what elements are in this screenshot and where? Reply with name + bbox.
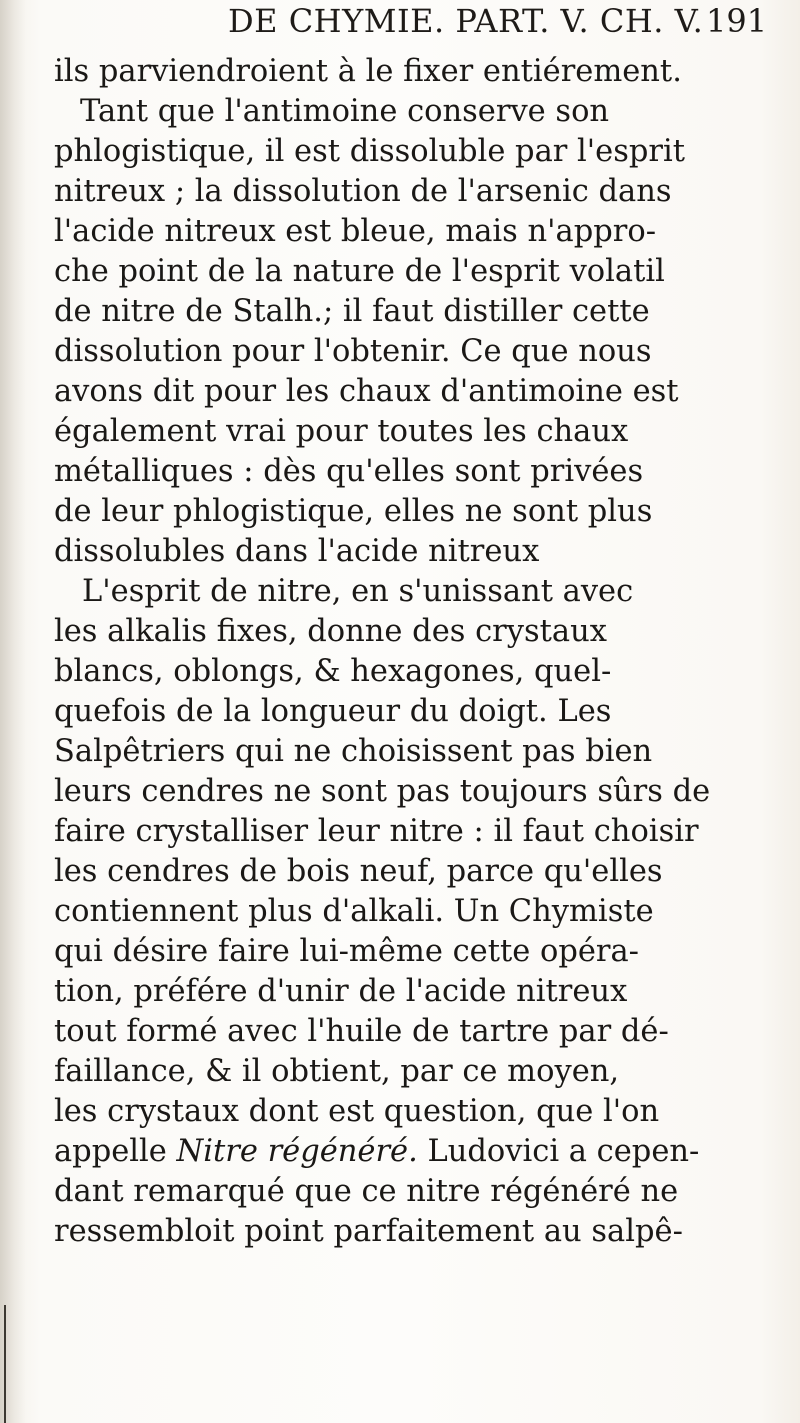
text-line: nitreux ; la dissolution de l'arsenic dans [54, 174, 672, 209]
text-line: Tant que l'antimoine conserve son [80, 94, 610, 129]
text-line: Salpêtriers qui ne choisissent pas bien [54, 734, 653, 769]
text-line: che point de la nature de l'esprit volatil [54, 254, 665, 289]
text-line: qui désire faire lui-même cette opéra- [54, 934, 639, 969]
text-line: métalliques : dès qu'elles sont privées [54, 454, 644, 489]
text-line: dissolution pour l'obtenir. Ce que nous [54, 334, 652, 369]
text-line: les alkalis fixes, donne des crystaux [54, 614, 607, 649]
text-line: leurs cendres ne sont pas toujours sûrs de [54, 774, 711, 809]
running-head [0, 0, 800, 50]
margin-rule [4, 1305, 6, 1423]
text-line: également vrai pour toutes les chaux [54, 414, 629, 449]
text-line: dissolubles dans l'acide nitreux [54, 534, 540, 569]
text-line: tion, préfére d'unir de l'acide nitreux [54, 974, 628, 1009]
text-line: blancs, oblongs, & hexagones, quel- [54, 654, 612, 689]
text-line: contiennent plus d'alkali. Un Chymiste [54, 894, 654, 929]
text-run: appelle [54, 1134, 167, 1169]
text-line: l'acide nitreux est bleue, mais n'appro- [54, 214, 657, 249]
text-line: quefois de la longueur du doigt. Les [54, 694, 612, 729]
text-line: avons dit pour les chaux d'antimoine est [54, 374, 679, 409]
text-line: les crystaux dont est question, que l'on [54, 1094, 660, 1129]
text-line: les cendres de bois neuf, parce qu'elles [54, 854, 663, 889]
text-line: ils parviendroient à le fixer entiérement. [54, 54, 682, 89]
text-line [54, 1132, 699, 1172]
text-run: Ludovici a cepen- [417, 1134, 700, 1169]
text-line: phlogistique, il est dissoluble par l'esprit [54, 134, 685, 169]
text-line: faire crystalliser leur nitre : il faut choisir [54, 814, 699, 849]
text-line: ressembloit point parfaitement au salpê- [54, 1214, 683, 1249]
binding-shadow [0, 0, 26, 1423]
italic-term: Nitre régénéré. [176, 1134, 418, 1169]
text-line: dant remarqué que ce nitre régénéré ne [54, 1174, 679, 1209]
text-line: L'esprit de nitre, en s'unissant avec [82, 574, 634, 609]
text-line: de nitre de Stalh.; il faut distiller cette [54, 294, 650, 329]
text-line: tout formé avec l'huile de tartre par dé- [54, 1014, 669, 1049]
page-number: 191 [706, 2, 768, 40]
running-title: DE CHYMIE. PART. V. CH. V. [228, 2, 704, 40]
text-line: faillance, & il obtient, par ce moyen, [54, 1054, 620, 1089]
text-line: de leur phlogistique, elles ne sont plus [54, 494, 653, 529]
